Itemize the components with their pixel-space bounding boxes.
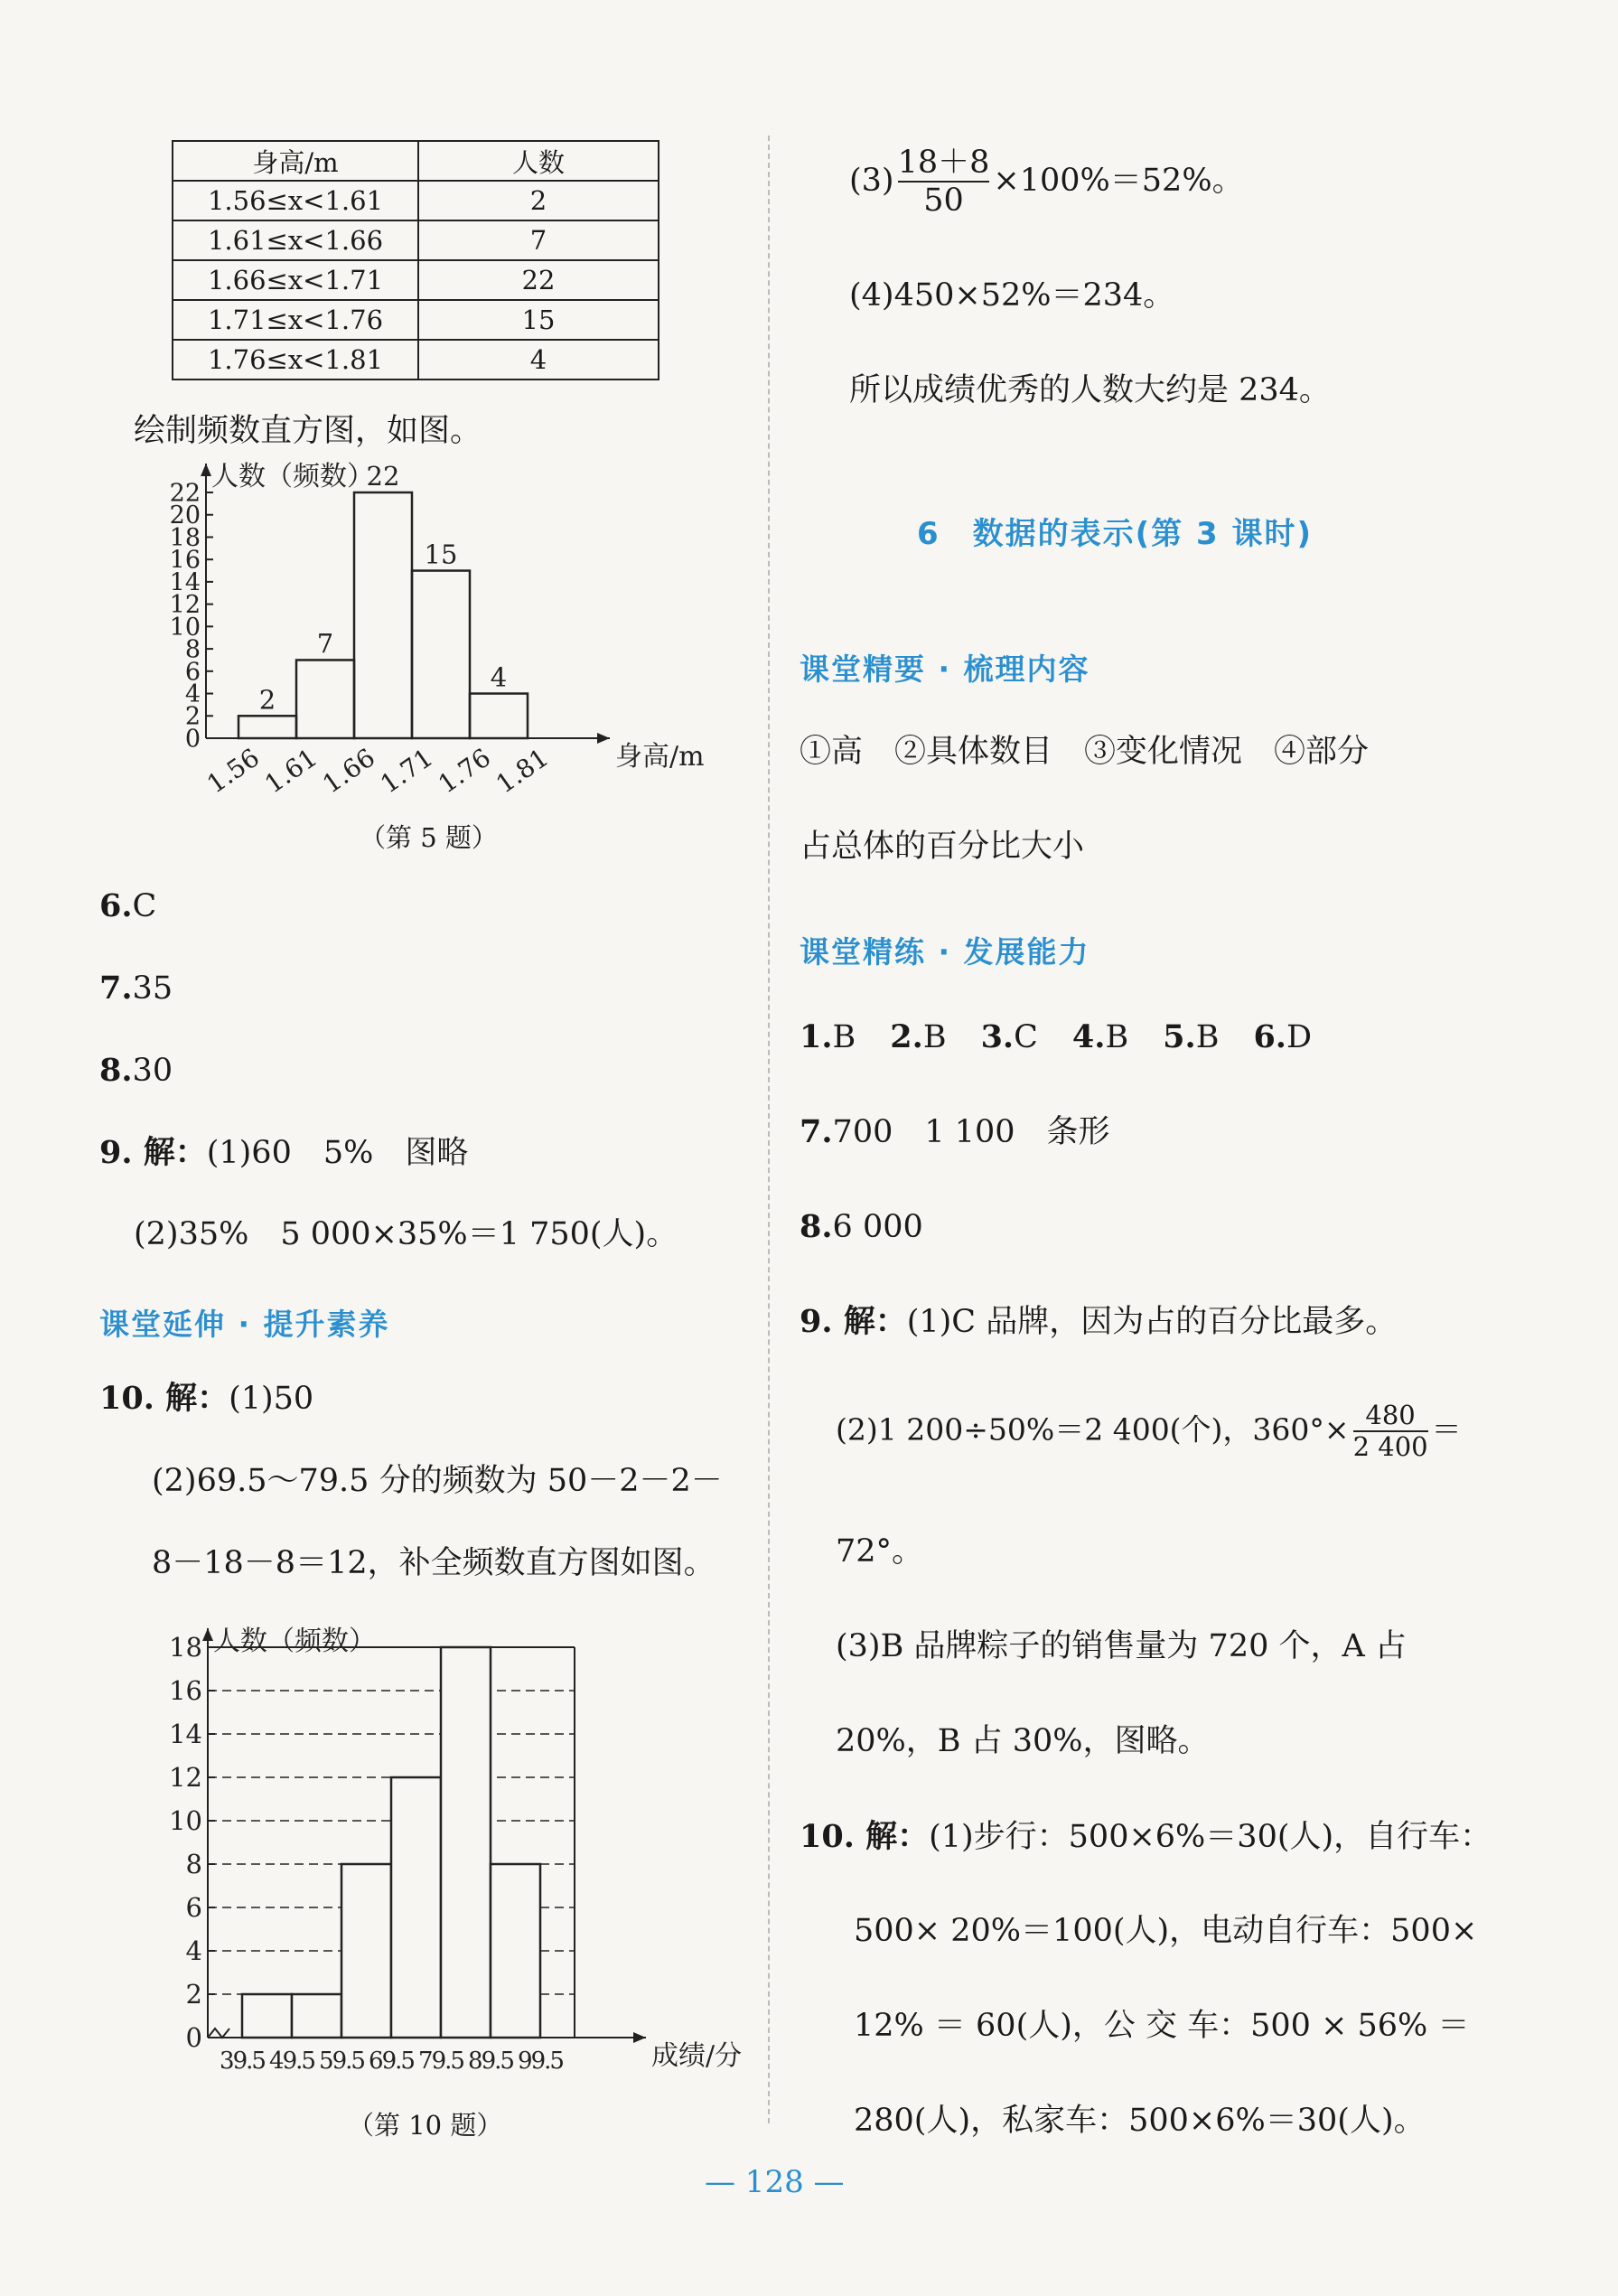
- x-tick-label: 39.5: [220, 2048, 265, 2075]
- bar-value-label: 2: [258, 684, 276, 716]
- x-tick-label: 1.66: [317, 742, 381, 800]
- fraction: [1353, 1401, 1428, 1463]
- question-number: 10. 解：: [800, 1818, 930, 1855]
- y-tick-label: 14: [169, 1719, 202, 1750]
- numerator: 18＋8: [897, 145, 990, 181]
- table-row: [173, 260, 659, 300]
- answer-text: B: [922, 1019, 947, 1055]
- y-tick-label: 10: [169, 613, 201, 642]
- histogram-bar: [242, 1994, 292, 2038]
- x-axis-arrow: [597, 733, 610, 744]
- table-header-row: [173, 141, 659, 181]
- x-tick-label: 49.5: [269, 2048, 314, 2075]
- table-header-cell: 身高/m: [173, 141, 418, 181]
- histogram-bar: [292, 1994, 341, 2038]
- table-cell: 7: [418, 220, 659, 260]
- answer-text: C: [132, 888, 157, 924]
- section-heading-essentials: 课堂精要 · 梳理内容: [800, 651, 1090, 687]
- table-cell: 1.66≤x<1.71: [173, 260, 418, 300]
- y-axis-label: 人数（频数）: [213, 1626, 376, 1657]
- table-row: [173, 220, 659, 260]
- question-number: 7.: [800, 1113, 833, 1150]
- y-axis-arrow: [201, 464, 211, 476]
- answer-text: 6 000: [832, 1209, 923, 1245]
- multiple-choice-answers: [800, 1018, 1313, 1055]
- question-number: 2.: [890, 1018, 923, 1055]
- question-number: 9. 解：: [99, 1134, 207, 1171]
- section-heading-extension: 课堂延伸 · 提升素养: [99, 1307, 390, 1342]
- column-divider: [768, 136, 770, 2123]
- practice-answer-9-part2b: 72°。: [836, 1533, 924, 1570]
- bar-value-label: 15: [424, 539, 458, 570]
- suffix: ×100%＝52%。: [993, 162, 1244, 199]
- y-tick-label: 12: [169, 591, 201, 620]
- x-tick-label: 59.5: [319, 2048, 364, 2075]
- question-number: 6.: [1253, 1018, 1286, 1055]
- answer-10: [99, 1382, 313, 1415]
- y-tick-label: 0: [184, 725, 201, 754]
- y-tick-label: 2: [184, 702, 201, 731]
- table-row: [173, 340, 659, 380]
- question-number: 10. 解：: [99, 1380, 229, 1417]
- height-frequency-table: [172, 140, 659, 380]
- table-cell: 22: [418, 260, 659, 300]
- y-tick-label: 22: [169, 479, 201, 508]
- x-tick-label: 89.5: [468, 2048, 513, 2075]
- answer-text: (1)50: [229, 1381, 314, 1417]
- answer-4: (4)450×52%＝234。: [849, 277, 1175, 314]
- histogram-bar: [391, 1777, 441, 2038]
- answer-text: 700 1 100 条形: [832, 1114, 1110, 1150]
- conclusion-text: 所以成绩优秀的人数大约是 234。: [849, 372, 1331, 408]
- question-number: 4.: [1071, 1018, 1106, 1055]
- answer-10-part3: 8－18－8＝12，补全频数直方图如图。: [152, 1545, 715, 1581]
- answer-text: (1)步行：500×6%＝30(人)，自行车：: [929, 1819, 1492, 1855]
- y-tick-label: 6: [184, 658, 201, 687]
- prefix: (2)1 200÷50%＝2 400(个)，360°×: [836, 1411, 1350, 1448]
- table-header-cell: 人数: [418, 141, 659, 181]
- y-tick-label: 16: [169, 1675, 202, 1707]
- question-number: 3.: [980, 1018, 1015, 1055]
- answer-text: D: [1286, 1019, 1313, 1055]
- y-tick-label: 18: [169, 523, 201, 552]
- histogram-bar: [238, 716, 296, 738]
- table-cell: 1.76≤x<1.81: [173, 340, 418, 380]
- y-tick-label: 18: [169, 1632, 202, 1663]
- practice-answer-9-part3b: 20%，B 占 30%，图略。: [836, 1723, 1210, 1759]
- question-number: 1.: [800, 1018, 833, 1055]
- page-number: — 128 —: [705, 2164, 845, 2200]
- answer-8: [99, 1054, 173, 1087]
- bar-value-label: 4: [490, 661, 508, 693]
- x-tick-label: 1.61: [259, 742, 323, 800]
- score-histogram: [154, 1617, 743, 2092]
- table-cell: 1.71≤x<1.76: [173, 300, 418, 340]
- answer-text: B: [832, 1019, 856, 1055]
- histogram-bar: [412, 571, 470, 738]
- y-tick-label: 8: [185, 1849, 202, 1880]
- histogram-bar: [354, 492, 412, 738]
- y-axis-arrow: [202, 1628, 213, 1641]
- y-tick-label: 6: [185, 1892, 202, 1924]
- question-number: 6.: [99, 887, 133, 924]
- answer-10-part2: (2)69.5～79.5 分的频数为 50－2－2－: [152, 1463, 723, 1499]
- answer-text: (1)C 品牌，因为占的百分比最多。: [906, 1304, 1398, 1340]
- x-tick-label: 69.5: [369, 2048, 414, 2075]
- answer-text: C: [1014, 1019, 1038, 1055]
- question-number: 7.: [99, 970, 133, 1007]
- y-tick-label: 20: [169, 501, 201, 530]
- practice-answer-8: [800, 1208, 923, 1245]
- y-tick-label: 4: [185, 1935, 202, 1967]
- answer-text: (1)60 5% 图略: [206, 1135, 469, 1171]
- y-tick-label: 0: [185, 2022, 202, 2054]
- y-tick-label: 12: [169, 1762, 202, 1794]
- practice-answer-10: [800, 1818, 1492, 1855]
- x-axis-label: 身高/m: [615, 741, 705, 773]
- histogram-bar: [296, 660, 354, 738]
- bar-value-label: 7: [316, 628, 334, 660]
- chart1-caption: （第 5 题）: [360, 822, 498, 853]
- x-axis-label: 成绩/分: [651, 2040, 743, 2072]
- answer-6: [99, 887, 157, 924]
- answer-text: B: [1105, 1019, 1129, 1055]
- question-number: 9. 解：: [800, 1303, 907, 1340]
- question-number: 5.: [1163, 1018, 1196, 1055]
- answer-7: [99, 972, 173, 1005]
- points-line-1: ①高 ②具体数目 ③变化情况 ④部分: [800, 734, 1370, 770]
- table-cell: 2: [418, 181, 659, 220]
- numerator: 480: [1365, 1400, 1416, 1430]
- table-cell: 1.56≤x<1.61: [173, 181, 418, 220]
- denominator: 50: [898, 181, 990, 219]
- practice-answer-10-line3: 12% ＝ 60(人)，公 交 车：500 × 56% ＝: [854, 2008, 1470, 2044]
- answer-text: B: [1195, 1019, 1220, 1055]
- table-cell: 4: [418, 340, 659, 380]
- histogram-bar: [441, 1647, 491, 2038]
- y-tick-label: 14: [169, 568, 201, 597]
- histogram-bar: [491, 1864, 540, 2038]
- height-histogram: [154, 456, 705, 804]
- table-cell: 15: [418, 300, 659, 340]
- y-tick-label: 10: [169, 1805, 202, 1837]
- y-axis-label: 人数（频数）: [211, 461, 374, 492]
- y-tick-label: 8: [184, 635, 201, 664]
- points-line-2: 占总体的百分比大小: [800, 829, 1085, 865]
- prefix: (3): [849, 162, 894, 199]
- y-tick-label: 16: [169, 546, 201, 575]
- practice-answer-10-line2: 500× 20%＝100(人)，电动自行车：500×: [854, 1913, 1478, 1949]
- practice-answer-7: [800, 1113, 1110, 1150]
- x-tick-label: 1.81: [491, 742, 555, 800]
- draw-histogram-text: 绘制频数直方图，如图。: [134, 413, 482, 449]
- answer-3-fraction: [849, 145, 1244, 220]
- table-cell: 1.61≤x<1.66: [173, 220, 418, 260]
- question-number: 8.: [99, 1052, 133, 1089]
- practice-answer-10-line4: 280(人)，私家车：500×6%＝30(人)。: [854, 2103, 1426, 2139]
- answer-9-part2: (2)35% 5 000×35%＝1 750(人)。: [134, 1216, 678, 1252]
- histogram-bar: [470, 694, 528, 738]
- histogram-bar: [341, 1864, 391, 2038]
- y-tick-label: 2: [185, 1979, 202, 2010]
- x-axis-arrow: [633, 2032, 646, 2043]
- answer-text: 30: [132, 1053, 173, 1089]
- lesson-title: 6 数据的表示(第 3 课时): [917, 516, 1314, 552]
- chart2-caption: （第 10 题）: [348, 2110, 503, 2141]
- denominator: 2 400: [1352, 1431, 1428, 1463]
- section-heading-practice: 课堂精练 · 发展能力: [800, 934, 1090, 970]
- bar-value-label: 22: [366, 461, 400, 492]
- answer-9: [99, 1134, 469, 1171]
- answer-text: 35: [132, 970, 173, 1007]
- x-tick-label: 1.71: [375, 742, 439, 800]
- x-tick-label: 1.76: [433, 742, 497, 800]
- y-tick-label: 4: [184, 679, 201, 708]
- x-tick-label: 1.56: [201, 742, 266, 800]
- x-tick-label: 99.5: [518, 2048, 563, 2075]
- x-tick-label: 79.5: [418, 2048, 463, 2075]
- table-row: [173, 181, 659, 220]
- question-number: 8.: [800, 1208, 833, 1245]
- fraction: [898, 145, 990, 220]
- practice-answer-9-part2: [836, 1401, 1462, 1463]
- axis-break-mark: [208, 2029, 229, 2038]
- suffix: ＝: [1431, 1411, 1462, 1448]
- table-row: [173, 300, 659, 340]
- practice-answer-9: [800, 1303, 1398, 1340]
- practice-answer-9-part3a: (3)B 品牌粽子的销售量为 720 个，A 占: [836, 1628, 1407, 1664]
